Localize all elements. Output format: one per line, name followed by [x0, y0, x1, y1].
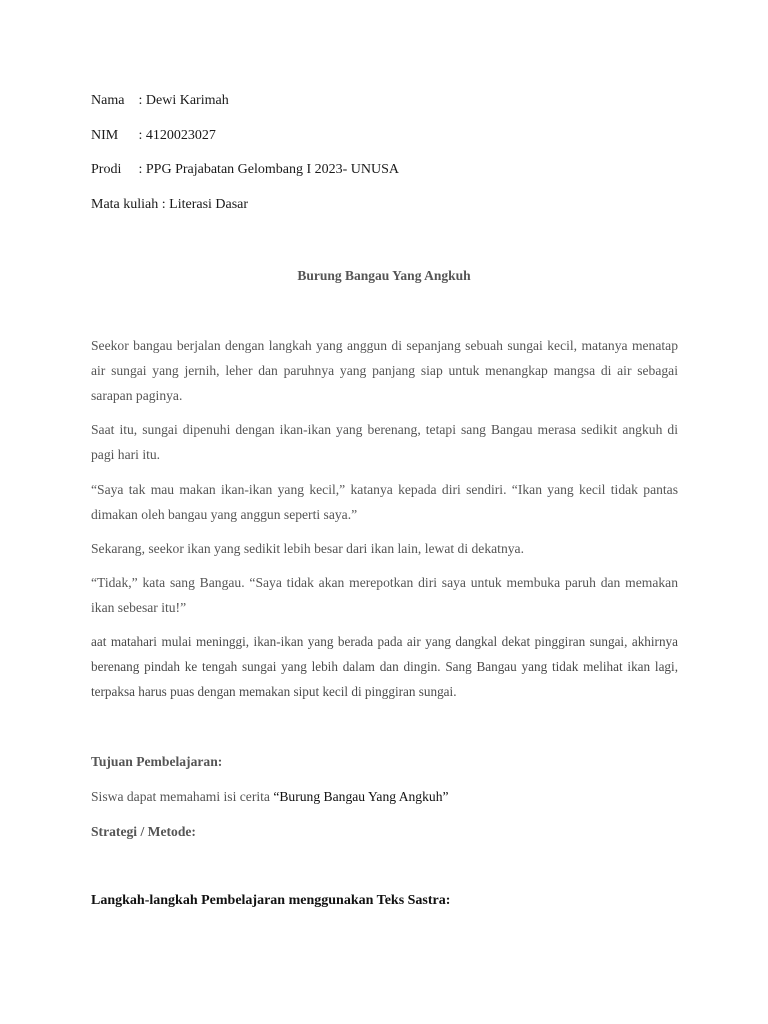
tujuan-text-prefix: Siswa dapat memahami isi cerita — [91, 789, 274, 804]
tujuan-text-title: “Burung Bangau Yang Angkuh” — [273, 789, 449, 804]
story-title: Burung Bangau Yang Angkuh — [297, 268, 471, 283]
matkul-text: Mata kuliah : Literasi Dasar — [91, 197, 249, 212]
story-paragraph-6: aat matahari mulai meninggi, ikan-ikan yang berada pada air yang dangkal dekat pinggiran sungai, akhirnya berenang pindah ke tengah sungai yang lebih dalam dan dingin. Sang Bangau yang tidak melihat ikan lagi, terpaksa harus puas dengan memakan siput kecil di pinggiran sungai. — [91, 634, 678, 699]
nama-row — [91, 92, 229, 110]
story-paragraph-4: Sekarang, seekor ikan yang sedikit lebih besar dari ikan lain, lewat di dekatnya. — [91, 541, 524, 556]
matkul-row — [91, 196, 248, 214]
prodi-label: Prodi — [91, 162, 122, 177]
nim-value: : 4120023027 — [138, 128, 216, 143]
nim-row — [91, 127, 216, 145]
langkah-heading: Langkah-langkah Pembelajaran menggunakan Teks Sastra: — [91, 893, 451, 908]
story-paragraph-2: Saat itu, sungai dipenuhi dengan ikan-ikan yang berenang, tetapi sang Bangau merasa sedikit angkuh di pagi hari itu. — [91, 422, 678, 462]
nim-label: NIM — [91, 128, 119, 143]
story-paragraph-3: “Saya tak mau makan ikan-ikan yang kecil,” katanya kepada diri sendiri. “Ikan yang kecil tidak pantas dimakan oleh bangau yang anggun seperti saya.” — [91, 482, 678, 522]
story-paragraph-1: Seekor bangau berjalan dengan langkah yang anggun di sepanjang sebuah sungai kecil, matanya menatap air sungai yang jernih, leher dan paruhnya yang panjang siap untuk menangkap mangsa di air sebagai sarapan paginya. — [91, 338, 678, 403]
story-paragraph-5: “Tidak,” kata sang Bangau. “Saya tidak akan merepotkan diri saya untuk membuka paruh dan memakan ikan sebesar itu!” — [91, 575, 678, 615]
nama-label: Nama — [91, 93, 125, 108]
nama-value: : Dewi Karimah — [138, 93, 229, 108]
strategi-heading: Strategi / Metode: — [91, 824, 196, 839]
tujuan-heading: Tujuan Pembelajaran: — [91, 754, 223, 769]
prodi-value: : PPG Prajabatan Gelombang I 2023- UNUSA — [138, 162, 400, 177]
prodi-row — [91, 161, 399, 179]
tujuan-text — [91, 788, 449, 806]
